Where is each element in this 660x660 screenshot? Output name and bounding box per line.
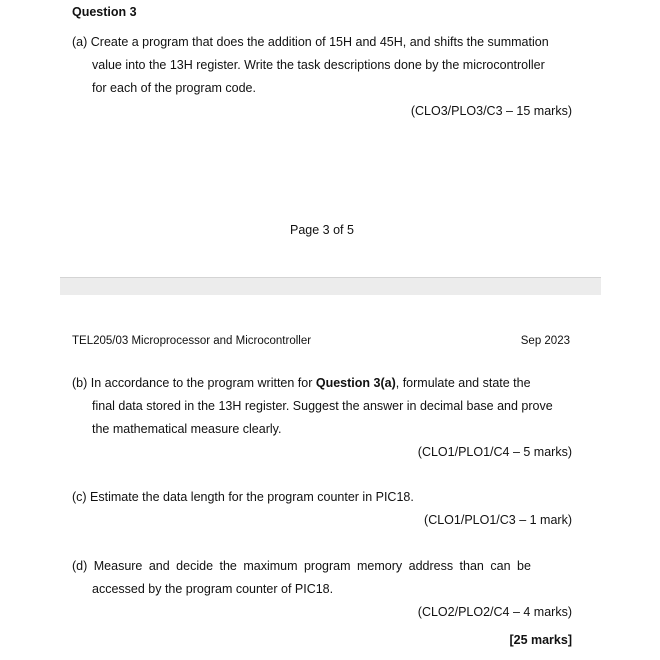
part-c-line-1: (c) Estimate the data length for the program counter in PIC18. <box>72 490 414 504</box>
part-a-line-3: for each of the program code. <box>92 81 256 95</box>
part-a-marks: (CLO3/PLO3/C3 – 15 marks) <box>410 104 572 118</box>
part-b-line-2: final data stored in the 13H register. Suggest the answer in decimal base and prove <box>92 399 553 413</box>
page-break-separator <box>60 277 601 295</box>
part-b-line-1-post: , formulate and state the <box>395 376 531 390</box>
part-d-marks: (CLO2/PLO2/C4 – 4 marks) <box>417 605 572 619</box>
part-d-line-2: accessed by the program counter of PIC18. <box>92 582 334 596</box>
part-b-marks: (CLO1/PLO1/C4 – 5 marks) <box>417 445 572 459</box>
part-a-line-2: value into the 13H register. Write the task descriptions done by the microcontroller <box>92 58 545 72</box>
course-header: TEL205/03 Microprocessor and Microcontroller <box>72 335 312 347</box>
part-b-question-ref: Question 3(a) <box>315 376 396 390</box>
part-c-marks: (CLO1/PLO1/C3 – 1 mark) <box>424 513 572 527</box>
part-b-line-1 <box>72 376 531 390</box>
page-number: Page 3 of 5 <box>290 223 354 237</box>
question-title: Question 3 <box>72 5 137 19</box>
total-marks: [25 marks] <box>509 633 572 647</box>
part-b-line-3: the mathematical measure clearly. <box>92 422 282 436</box>
part-d-line-1: (d) Measure and decide the maximum program memory address than can be <box>72 559 531 573</box>
exam-date: Sep 2023 <box>520 335 570 347</box>
part-a-line-1: (a) Create a program that does the addition of 15H and 45H, and shifts the summation <box>72 35 549 49</box>
part-b-line-1-pre: (b) In accordance to the program written for <box>72 376 316 390</box>
